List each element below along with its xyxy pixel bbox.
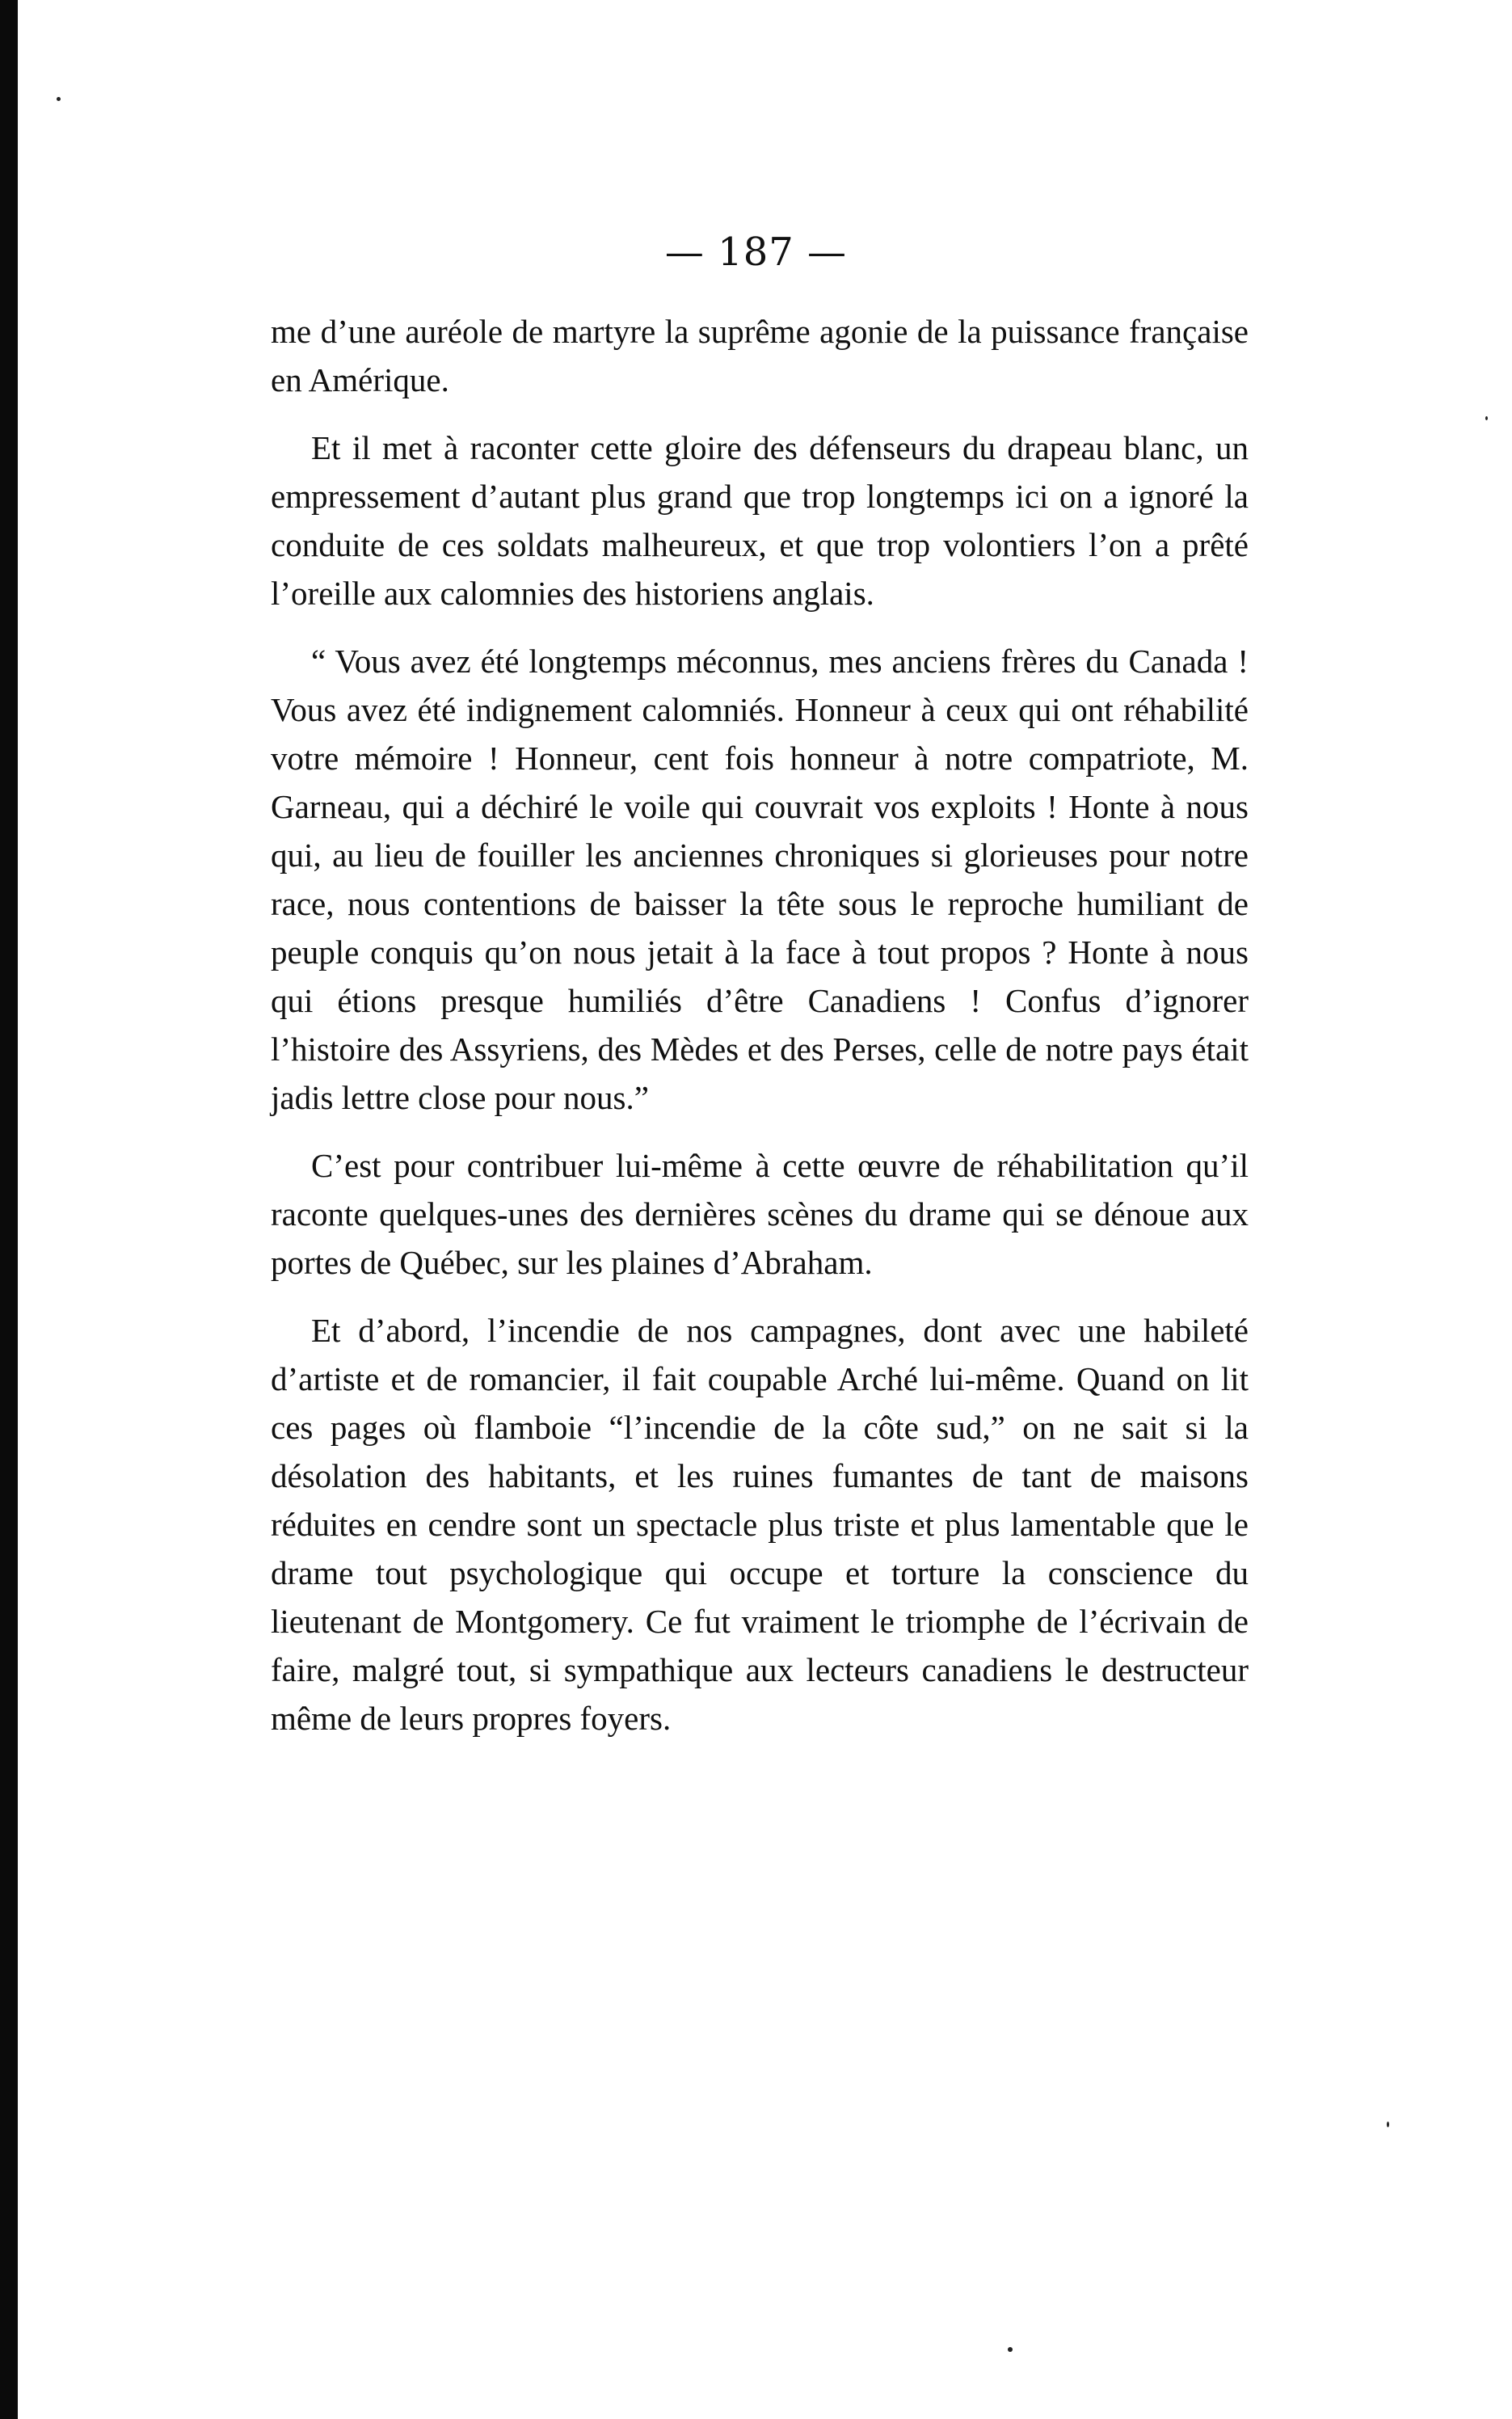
- scan-speck: [1387, 2122, 1389, 2127]
- page-edge-border: [0, 0, 18, 2419]
- page-body: [271, 307, 1249, 1762]
- scan-speck: [57, 97, 61, 101]
- paragraph-4: C’est pour contribuer lui-même à cette œuvre de réhabilitation qu’il raconte quelques-unes des dernières scènes du drame qui se dénoue aux portes de Québec, sur les plaines d’Abraham.: [271, 1147, 1249, 1281]
- paragraph-5: Et d’abord, l’incendie de nos campagnes, dont avec une habileté d’artiste et de romancier, il fait coupable Arché lui-même. Quand on lit ces pages où flamboie “l’incendie de la côte sud,” on ne sait si la désolation des habitants, et les ruines fumantes de tant de maisons réduites en cendre sont un spectacle plus triste et plus lamentable que le drame tout psychologique qui occupe et torture la conscience du lieutenant de Montgomery. Ce fut vraiment le triomphe de l’écrivain de faire, malgré tout, si sympathique aux lecteurs canadiens le destructeur même de leurs propres foyers.: [271, 1312, 1249, 1737]
- page-number: — 187 —: [664, 230, 848, 275]
- paragraph-1: me d’une auréole de martyre la suprême agonie de la puissance française en Amérique.: [271, 313, 1249, 398]
- paragraph-3-quotation: “ Vous avez été longtemps méconnus, mes anciens frères du Canada ! Vous avez été indignement calomniés. Honneur à ceux qui ont réhabilité votre mémoire ! Honneur, cent fois honneur à notre compatriote, M. Garneau, qui a déchiré le voile qui couvrait vos exploits ! Honte à nous qui, au lieu de fouiller les anciennes chroniques si glorieuses pour notre race, nous contentions de baisser la tête sous le reproche humiliant de peuple conquis qu’on nous jetait à la face à tout propos ? Honte à nous qui étions presque humiliés d’être Canadiens ! Confus d’ignorer l’histoire des Assyriens, des Mèdes et des Perses, celle de notre pays était jadis lettre close pour nous.”: [271, 643, 1249, 1116]
- scan-speck: [1008, 2347, 1013, 2352]
- paragraph-2: Et il met à raconter cette gloire des défenseurs du drapeau blanc, un empressement d’autant plus grand que trop longtemps ici on a ignoré la conduite de ces soldats malheureux, et que trop volontiers l’on a prêté l’oreille aux calomnies des historiens anglais.: [271, 429, 1249, 612]
- scan-speck: [1485, 416, 1488, 420]
